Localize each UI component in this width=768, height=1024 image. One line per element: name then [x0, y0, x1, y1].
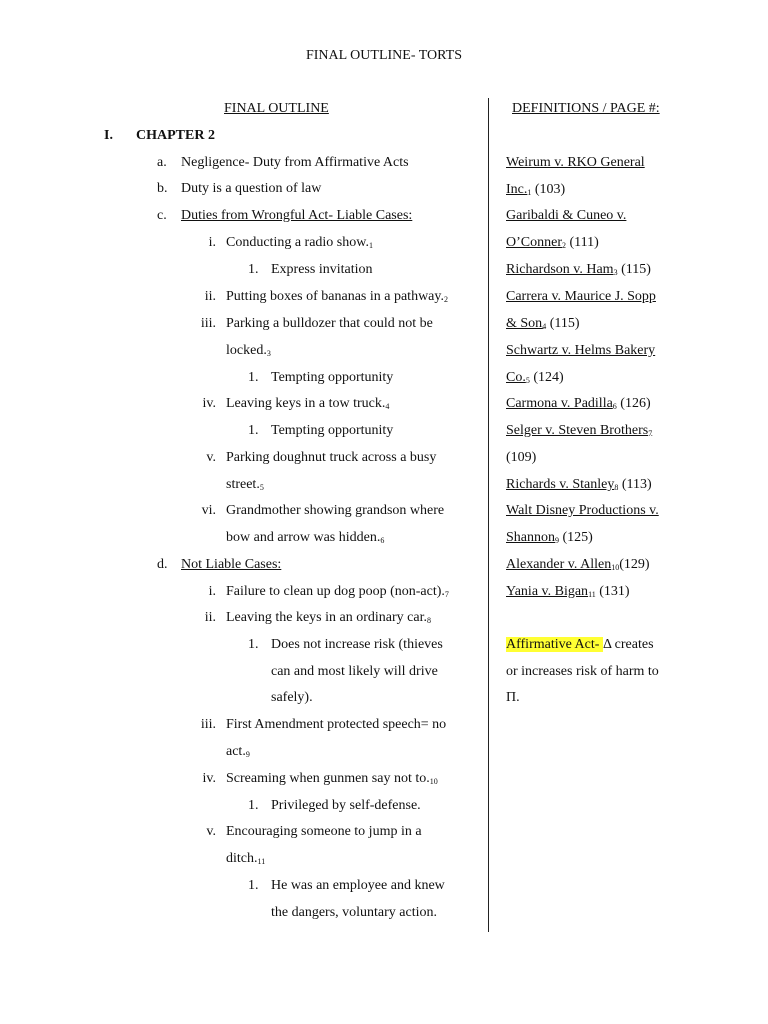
definition-term: Affirmative Act: [506, 637, 595, 652]
definition-line1: Affirmative Act- Δ creates: [506, 637, 654, 652]
chapter-marker: I.: [104, 128, 113, 143]
subsub-marker: 1.: [248, 798, 259, 813]
item-b-text: Duty is a question of law: [181, 181, 322, 196]
subitem-marker: v.: [206, 824, 216, 839]
subitem-marker: iv.: [202, 771, 216, 786]
c-v-line1: Parking doughnut truck across a busy: [226, 450, 437, 465]
subsub-marker: 1.: [248, 423, 259, 438]
subitem-marker: iv.: [202, 396, 216, 411]
d-v-line2: $ditch._{11}$: [226, 851, 266, 866]
subitem-marker: ii.: [204, 610, 216, 625]
case-6: Carmona v. Padilla$_6$ (126): [506, 396, 651, 411]
d-ii-1-line3: safely).: [271, 690, 313, 705]
subitem-marker: i.: [208, 584, 216, 599]
right-column-heading: DEFINITIONS / PAGE #:: [512, 101, 660, 116]
c-iii-1-text: Tempting opportunity: [271, 370, 394, 385]
case-11: Yania v. Bigan$_{11}$ (131): [506, 584, 630, 599]
case-2-line2: O’Conner$_2$ (111): [506, 235, 599, 250]
c-iv-text: Leaving keys in a tow $truck._4$: [226, 396, 390, 411]
case-1-line2: $Inc._1$ (103): [506, 182, 566, 197]
definition-line2: or increases risk of harm to: [506, 664, 659, 679]
case-3: Richardson v. Ham$_3$ (115): [506, 262, 651, 277]
c-vi-line1: Grandmother showing grandson where: [226, 503, 445, 518]
d-ii-1-line1: Does not increase risk (thieves: [271, 637, 443, 652]
item-a-text: Negligence- Duty from Affirmative Acts: [181, 155, 409, 170]
subitem-marker: ii.: [204, 289, 216, 304]
case-9-line2: Shannon$_9$ (125): [506, 530, 593, 545]
c-iii-line1: Parking a bulldozer that could not be: [226, 316, 433, 331]
case-1-line1: Weirum v. RKO General: [506, 155, 645, 170]
c-v-line2: $street._5$: [226, 477, 264, 492]
case-5-line2: $Co._5$ (124): [506, 370, 564, 385]
case-2-line1: Garibaldi & Cuneo v.: [506, 208, 627, 223]
definition-line3: Π.: [506, 690, 520, 705]
subitem-marker: i.: [208, 235, 216, 250]
case-8: Richards v. Stanley$_8$ (113): [506, 477, 652, 492]
item-d-heading: Not Liable Cases:: [181, 557, 282, 572]
chapter-title: CHAPTER 2: [136, 128, 215, 143]
case-4-line1: Carrera v. Maurice J. Sopp: [506, 289, 656, 304]
subitem-marker: vi.: [201, 503, 216, 518]
subsub-marker: 1.: [248, 262, 259, 277]
case-4-line2: & Son$_4$ (115): [506, 316, 580, 331]
case-7-line1: Selger v. Steven Brothers$_7$: [506, 423, 653, 438]
item-marker: b.: [157, 181, 168, 196]
d-v-line1: Encouraging someone to jump in a: [226, 824, 422, 839]
d-i-text: Failure to clean up dog poop $(non-act)._7$: [226, 584, 449, 599]
c-iv-1-text: Tempting opportunity: [271, 423, 394, 438]
item-marker: c.: [157, 208, 167, 223]
case-10: Alexander v. Allen$_{10}$(129): [506, 557, 650, 572]
subitem-marker: iii.: [200, 316, 216, 331]
subitem-marker: v.: [206, 450, 216, 465]
item-c-heading: Duties from Wrongful Act- Liable Cases:: [181, 208, 413, 223]
case-9-line1: Walt Disney Productions v.: [506, 503, 659, 518]
d-iii-line2: $act._9$: [226, 744, 250, 759]
d-v-1-line2: the dangers, voluntary action.: [271, 905, 438, 920]
d-ii-1-line2: can and most likely will drive: [271, 664, 438, 679]
d-ii-text: Leaving the keys in an ordinary $car._8$: [226, 610, 431, 625]
c-i-1-text: Express invitation: [271, 262, 373, 277]
c-iii-line2: $locked._3$: [226, 343, 271, 358]
d-iv-1-text: Privileged by self-defense.: [271, 798, 421, 813]
left-column-heading: FINAL OUTLINE: [224, 101, 329, 116]
case-5-line1: Schwartz v. Helms Bakery: [506, 343, 656, 358]
item-marker: a.: [157, 155, 167, 170]
subsub-marker: 1.: [248, 637, 259, 652]
d-iv-text: Screaming when gunmen say not $to._{10}$: [226, 771, 438, 786]
document-title: FINAL OUTLINE- TORTS: [305, 48, 462, 63]
d-iii-line1: First Amendment protected speech= no: [226, 717, 447, 732]
column-divider: [488, 98, 489, 932]
case-7-line2: (109): [506, 450, 537, 465]
item-marker: d.: [157, 557, 168, 572]
subsub-marker: 1.: [248, 370, 259, 385]
c-vi-line2: bow and arrow was $hidden._6$: [226, 530, 385, 545]
subitem-marker: iii.: [200, 717, 216, 732]
c-ii-text: Putting boxes of bananas in a $pathway._2$: [226, 289, 448, 304]
d-v-1-line1: He was an employee and knew: [271, 878, 445, 893]
subsub-marker: 1.: [248, 878, 259, 893]
c-i-text: Conducting a radio $show._1$: [226, 235, 373, 250]
